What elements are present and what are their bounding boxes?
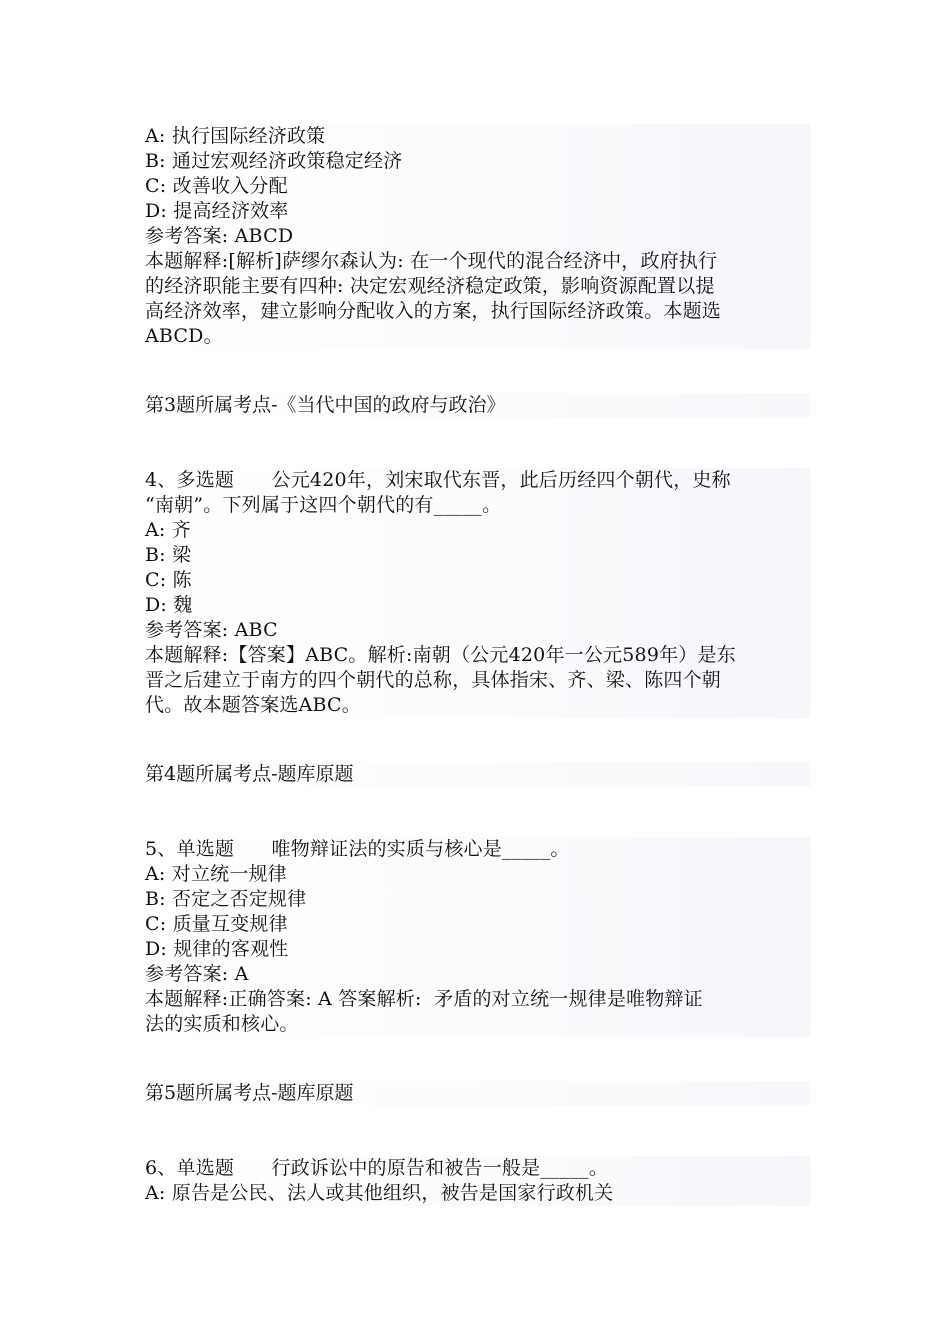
reference-answer: 参考答案: ABCD — [145, 225, 294, 247]
question-stem: 6、单选题 行政诉讼中的原告和被告一般是_____。 — [145, 1157, 609, 1179]
question-5 — [145, 837, 810, 1037]
question-stem: “南朝”。下列属于这四个朝代的有_____。 — [145, 494, 502, 516]
option-c: C: 改善收入分配 — [145, 175, 288, 197]
explanation-line: 本题解释:正确答案: A 答案解析: 矛盾的对立统一规律是唯物辩证 — [145, 988, 703, 1010]
question-stem: 5、单选题 唯物辩证法的实质与核心是_____。 — [145, 838, 570, 860]
option-b: B: 梁 — [145, 544, 192, 566]
option-b: B: 通过宏观经济政策稳定经济 — [145, 150, 403, 172]
explanation-line: 法的实质和核心。 — [145, 1013, 299, 1035]
explanation-line: 本题解释:[解析]萨缪尔森认为: 在一个现代的混合经济中，政府执行 — [145, 250, 718, 272]
option-d: D: 提高经济效率 — [145, 200, 289, 222]
option-b: B: 否定之否定规律 — [145, 888, 307, 910]
topic-3-label: 第3题所属考点-《当代中国的政府与政治》 — [145, 393, 810, 418]
option-d: D: 魏 — [145, 594, 193, 616]
explanation-line: 高经济效率，建立影响分配收入的方案，执行国际经济政策。本题选 — [145, 300, 722, 322]
topic-4-label: 第4题所属考点-题库原题 — [145, 762, 810, 787]
explanation-line: 代。故本题答案选ABC。 — [145, 694, 361, 716]
reference-answer: 参考答案: A — [145, 963, 249, 985]
option-a: A: 执行国际经济政策 — [145, 125, 326, 147]
explanation-line: 本题解释:【答案】ABC。解析:南朝（公元420年一公元589年）是东 — [145, 644, 736, 666]
explanation-line: ABCD。 — [145, 325, 223, 347]
option-c: C: 陈 — [145, 569, 192, 591]
explanation-line: 晋之后建立于南方的四个朝代的总称，具体指宋、齐、梁、陈四个朝 — [145, 669, 722, 691]
topic-5-label: 第5题所属考点-题库原题 — [145, 1081, 810, 1106]
question-4 — [145, 468, 810, 718]
reference-answer: 参考答案: ABC — [145, 619, 278, 641]
option-a: A: 齐 — [145, 519, 191, 541]
option-c: C: 质量互变规律 — [145, 913, 288, 935]
option-a: A: 原告是公民、法人或其他组织，被告是国家行政机关 — [145, 1182, 614, 1204]
question-stem: 4、多选题 公元420年，刘宋取代东晋，此后历经四个朝代，史称 — [145, 469, 731, 491]
option-d: D: 规律的客观性 — [145, 938, 289, 960]
option-a: A: 对立统一规律 — [145, 863, 287, 885]
document-page — [145, 124, 810, 1206]
question-6 — [145, 1156, 810, 1206]
question-3-tail — [145, 124, 810, 349]
explanation-line: 的经济职能主要有四种: 决定宏观经济稳定政策，影响资源配置以提 — [145, 275, 715, 297]
